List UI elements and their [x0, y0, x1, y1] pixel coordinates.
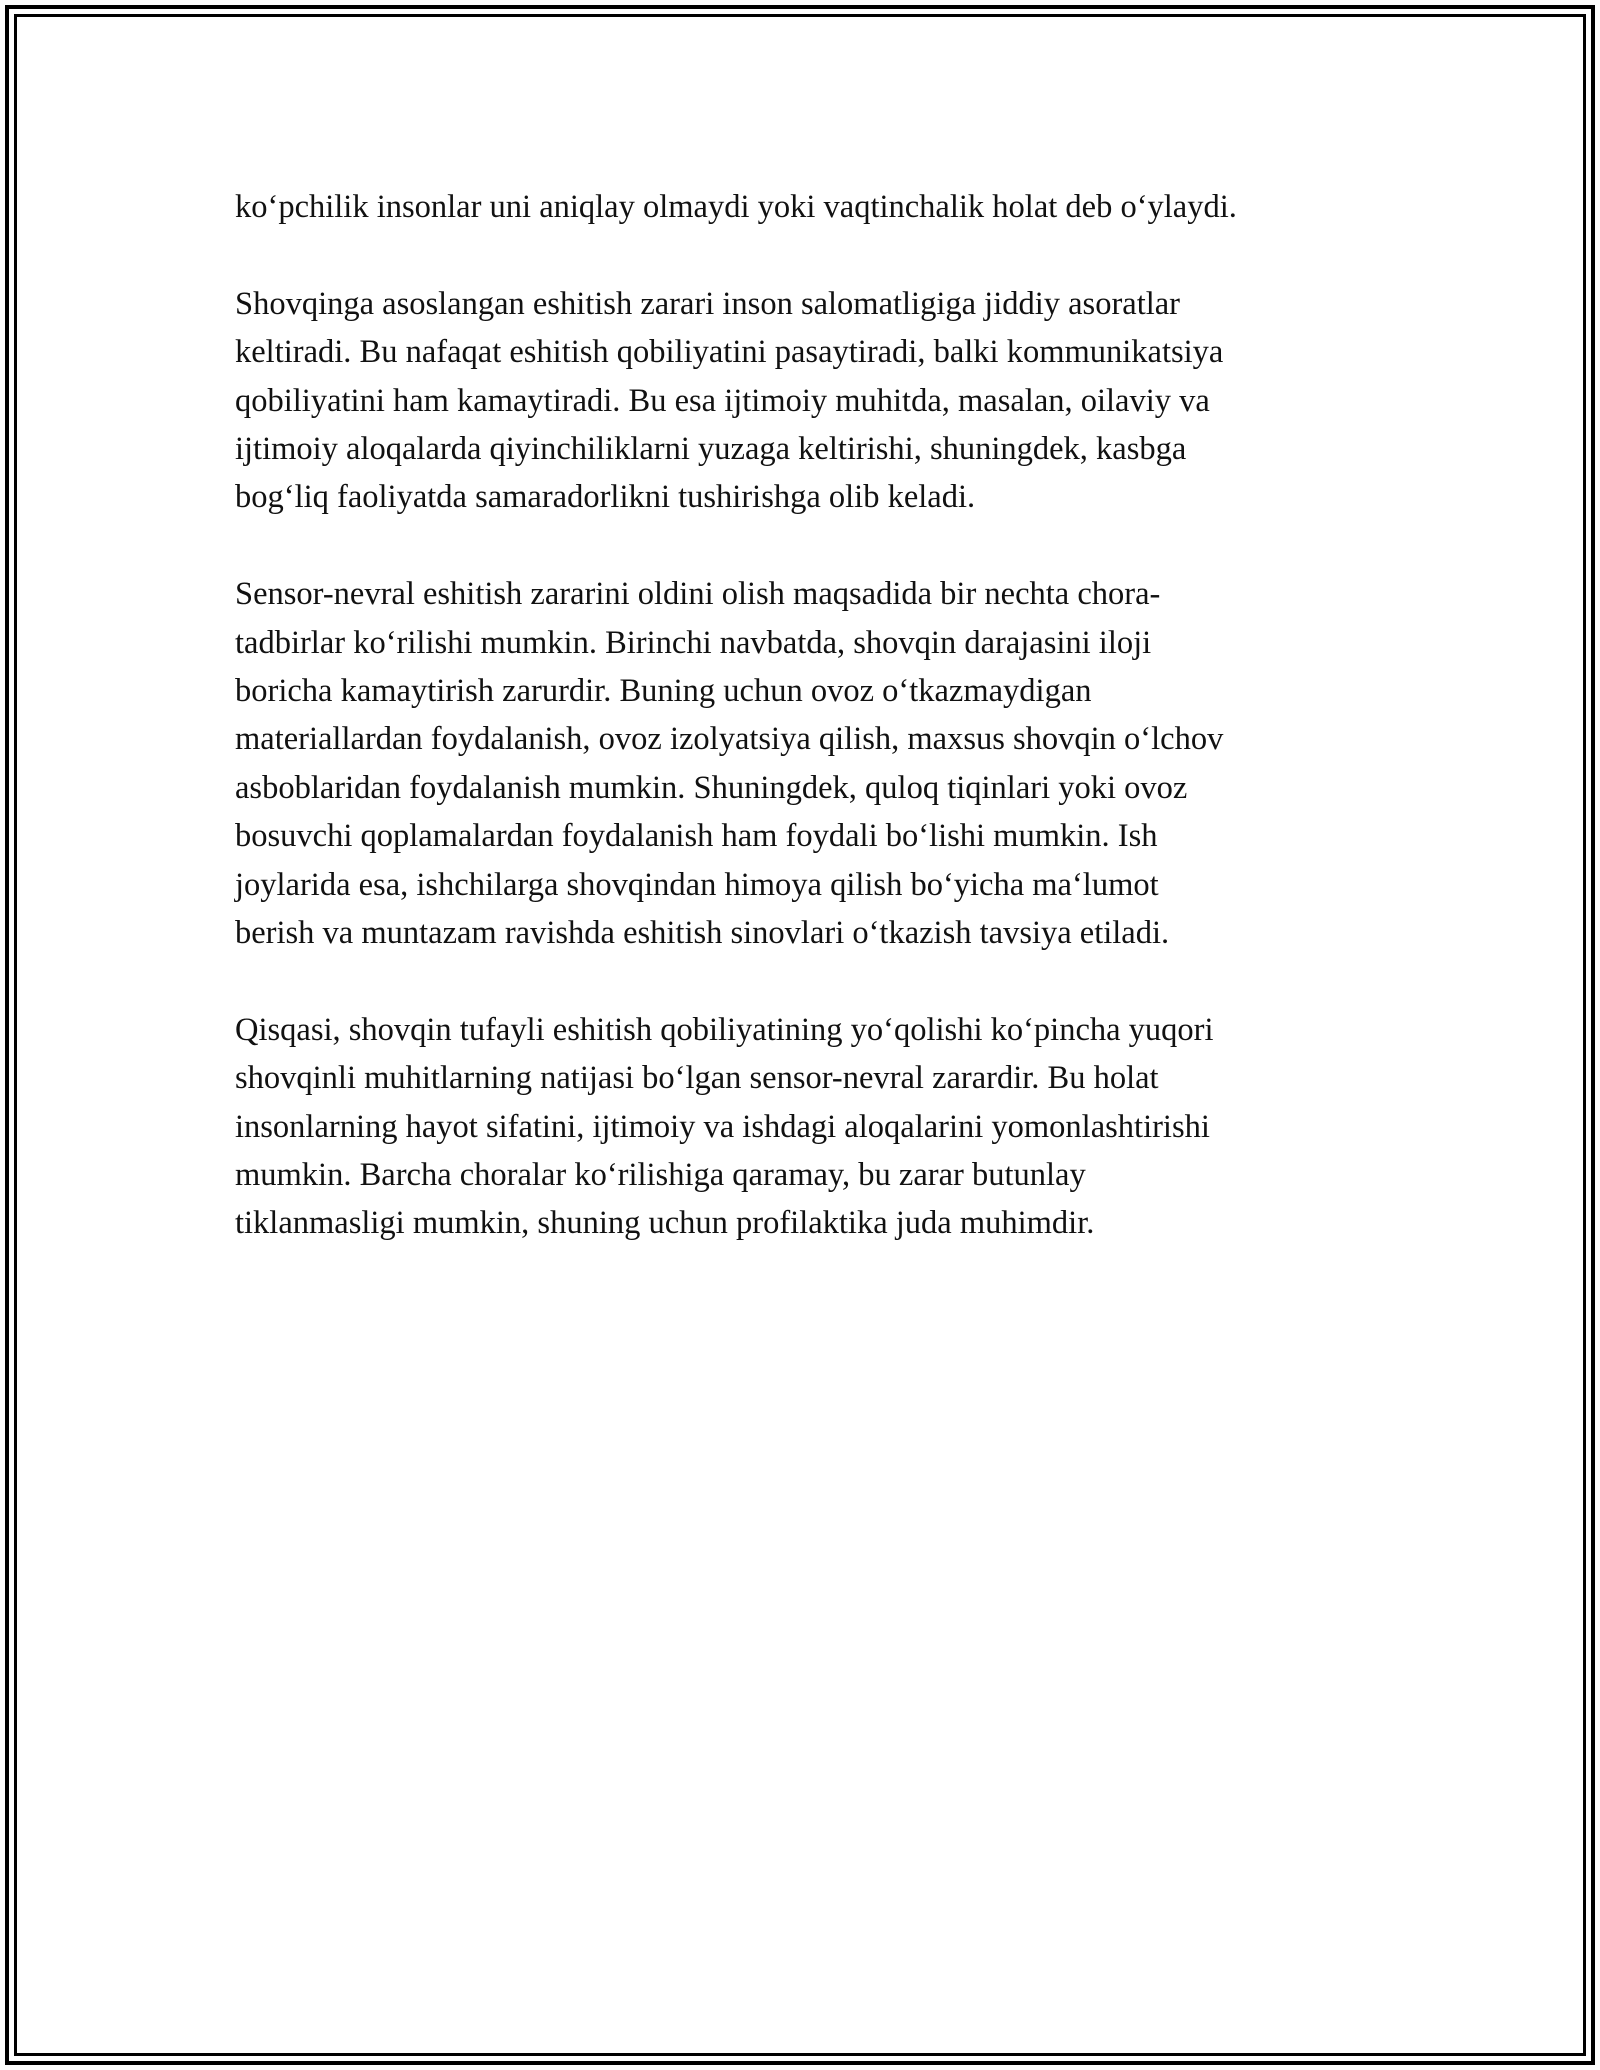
- paragraph-4: Qisqasi, shovqin tufayli eshitish qobiliyatining yo‘qolishi ko‘pincha yuqori shovqinli muhitlarning natijasi bo‘lgan sensor-nevral zarardir. Bu holat insonlarning hayot sifatini, ijtimoiy va ishdagi aloqalarini yomonlashtirishi mumkin. Barcha choralar ko‘rilishiga qaramay, bu zarar butunlay tiklanmasligi mumkin, shuning uchun profilaktika juda muhimdir.: [235, 1011, 1214, 1242]
- paragraph-2: Shovqinga asoslangan eshitish zarari inson salomatligiga jiddiy asoratlar keltiradi. Bu nafaqat eshitish qobiliyatini pasaytiradi, balki kommunikatsiya qobiliyatini ham kamaytiradi. Bu esa ijtimoiy muhitda, masalan, oilaviy va ijtimoiy aloqalarda qiyinchiliklarni yuzaga keltirishi, shuningdek, kasbga bog‘liq faoliyatda samaradorlikni tushirishga olib keladi.: [235, 285, 1224, 516]
- paragraph-3: Sensor-nevral eshitish zararini oldini olish maqsadida bir nechta chora- tadbirlar ko‘rilishi mumkin. Birinchi navbatda, shovqin darajasini iloji boricha kamaytirish zarurdir. Buning uchun ovoz o‘tkazmaydigan materiallardan foydalanish, ovoz izolyatsiya qilish, maxsus shovqin o‘lchov asboblaridan foydalanish mumkin. Shuningdek, quloq tiqinlari yoki ovoz bosuvchi qoplamalardan foydalanish ham foydali bo‘lishi mumkin. Ish joylarida esa, ishchilarga shovqindan himoya qilish bo‘yicha ma‘lumot berish va muntazam ravishda eshitish sinovlari o‘tkazish tavsiya etiladi.: [235, 576, 1224, 952]
- paragraph-1: ko‘pchilik insonlar uni aniqlay olmaydi yoki vaqtinchalik holat deb o‘ylaydi.: [235, 189, 1237, 225]
- document-body: [235, 183, 1390, 1248]
